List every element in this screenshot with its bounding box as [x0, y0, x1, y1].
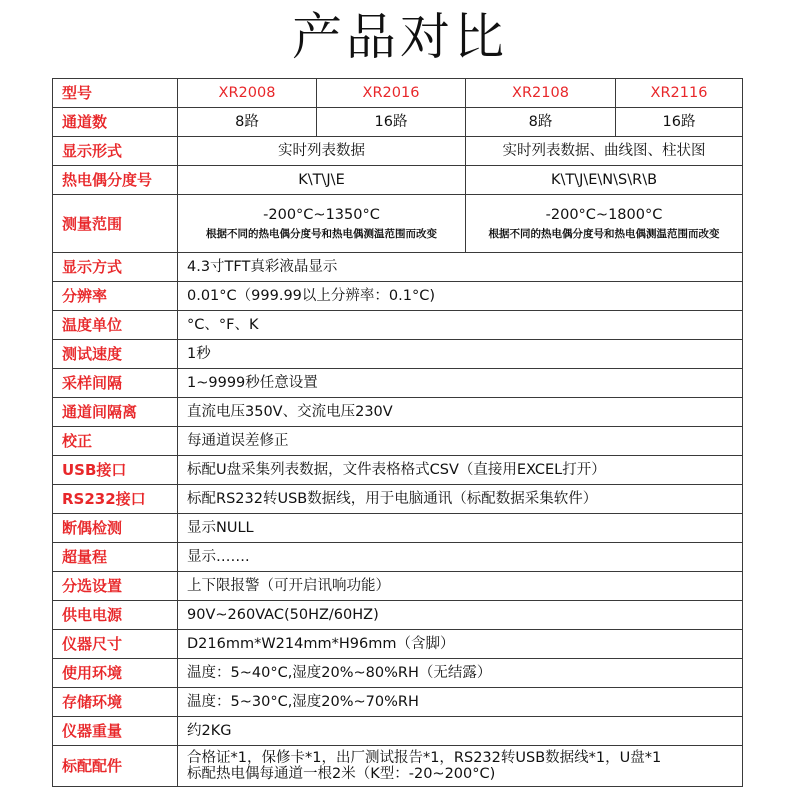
row-label: 温度单位	[53, 311, 178, 340]
thermocouple-right: K\T\J\E\N\S\R\B	[466, 166, 743, 195]
model-xr2108: XR2108	[466, 79, 616, 108]
row-label-model: 型号	[53, 79, 178, 108]
spec-row	[53, 311, 743, 340]
range-row	[53, 195, 743, 253]
spec-row	[53, 398, 743, 427]
row-value: °C、°F、K	[178, 311, 743, 340]
row-label: 分辨率	[53, 282, 178, 311]
row-value: 1~9999秒任意设置	[178, 369, 743, 398]
row-label: RS232接口	[53, 485, 178, 514]
row-value: 上下限报警（可开启讯响功能）	[178, 572, 743, 601]
row-label: 超量程	[53, 543, 178, 572]
channels-value: 8路	[178, 108, 317, 137]
spec-row	[53, 572, 743, 601]
spec-row	[53, 253, 743, 282]
range-left-value: -200°C~1350°C	[263, 206, 380, 223]
row-value: 温度：5~30°C,湿度20%~70%RH	[178, 688, 743, 717]
accessories-value	[178, 746, 743, 787]
range-left	[178, 195, 466, 253]
row-label: 采样间隔	[53, 369, 178, 398]
row-value: 标配U盘采集列表数据，文件表格格式CSV（直接用EXCEL打开）	[178, 456, 743, 485]
row-label: 通道间隔离	[53, 398, 178, 427]
row-label: 断偶检测	[53, 514, 178, 543]
row-label: 供电电源	[53, 601, 178, 630]
row-value: 标配RS232转USB数据线，用于电脑通讯（标配数据采集软件）	[178, 485, 743, 514]
spec-row	[53, 485, 743, 514]
spec-table	[52, 78, 743, 787]
row-value: 1秒	[178, 340, 743, 369]
row-label: 仪器尺寸	[53, 630, 178, 659]
row-label-accessories: 标配配件	[53, 746, 178, 787]
display-form-right: 实时列表数据、曲线图、柱状图	[466, 137, 743, 166]
spec-row	[53, 514, 743, 543]
model-xr2008: XR2008	[178, 79, 317, 108]
row-value: 显示…….	[178, 543, 743, 572]
row-label-thermocouple: 热电偶分度号	[53, 166, 178, 195]
row-label: 使用环境	[53, 659, 178, 688]
accessories-line2: 标配热电偶每通道一根2米（K型：-20~200°C)	[187, 766, 496, 782]
channels-value: 8路	[466, 108, 616, 137]
row-label: 测试速度	[53, 340, 178, 369]
spec-row	[53, 630, 743, 659]
display-form-row	[53, 137, 743, 166]
model-xr2016: XR2016	[317, 79, 466, 108]
row-value: 约2KG	[178, 717, 743, 746]
thermocouple-left: K\T\J\E	[178, 166, 466, 195]
thermocouple-row	[53, 166, 743, 195]
channels-value: 16路	[616, 108, 743, 137]
row-value: 每通道误差修正	[178, 427, 743, 456]
model-row	[53, 79, 743, 108]
row-label: 仪器重量	[53, 717, 178, 746]
row-label: 校正	[53, 427, 178, 456]
spec-row	[53, 717, 743, 746]
row-value: 0.01°C（999.99以上分辨率：0.1°C)	[178, 282, 743, 311]
page-title: 产品对比	[292, 8, 508, 66]
spec-row	[53, 659, 743, 688]
accessories-row	[53, 746, 743, 787]
spec-row	[53, 456, 743, 485]
row-value: 直流电压350V、交流电压230V	[178, 398, 743, 427]
spec-row	[53, 543, 743, 572]
row-label-range: 测量范围	[53, 195, 178, 253]
spec-row	[53, 340, 743, 369]
spec-row	[53, 601, 743, 630]
model-xr2116: XR2116	[616, 79, 743, 108]
range-right	[466, 195, 743, 253]
channels-row	[53, 108, 743, 137]
row-label-display-form: 显示形式	[53, 137, 178, 166]
range-right-note: 根据不同的热电偶分度号和热电偶测温范围而改变	[488, 227, 720, 240]
row-value: 显示NULL	[178, 514, 743, 543]
row-label: 显示方式	[53, 253, 178, 282]
display-form-left: 实时列表数据	[178, 137, 466, 166]
range-left-note: 根据不同的热电偶分度号和热电偶测温范围而改变	[206, 227, 437, 240]
row-value: 90V~260VAC(50HZ/60HZ)	[178, 601, 743, 630]
row-label: USB接口	[53, 456, 178, 485]
spec-row	[53, 282, 743, 311]
spec-row	[53, 688, 743, 717]
accessories-line1: 合格证*1，保修卡*1，出厂测试报告*1，RS232转USB数据线*1，U盘*1	[187, 750, 662, 766]
row-label-channels: 通道数	[53, 108, 178, 137]
spec-row	[53, 369, 743, 398]
row-value: 温度：5~40°C,湿度20%~80%RH（无结露）	[178, 659, 743, 688]
channels-value: 16路	[317, 108, 466, 137]
range-right-value: -200°C~1800°C	[545, 206, 663, 223]
row-value: D216mm*W214mm*H96mm（含脚）	[178, 630, 743, 659]
row-label: 存储环境	[53, 688, 178, 717]
spec-row	[53, 427, 743, 456]
row-value: 4.3寸TFT真彩液晶显示	[178, 253, 743, 282]
row-label: 分选设置	[53, 572, 178, 601]
